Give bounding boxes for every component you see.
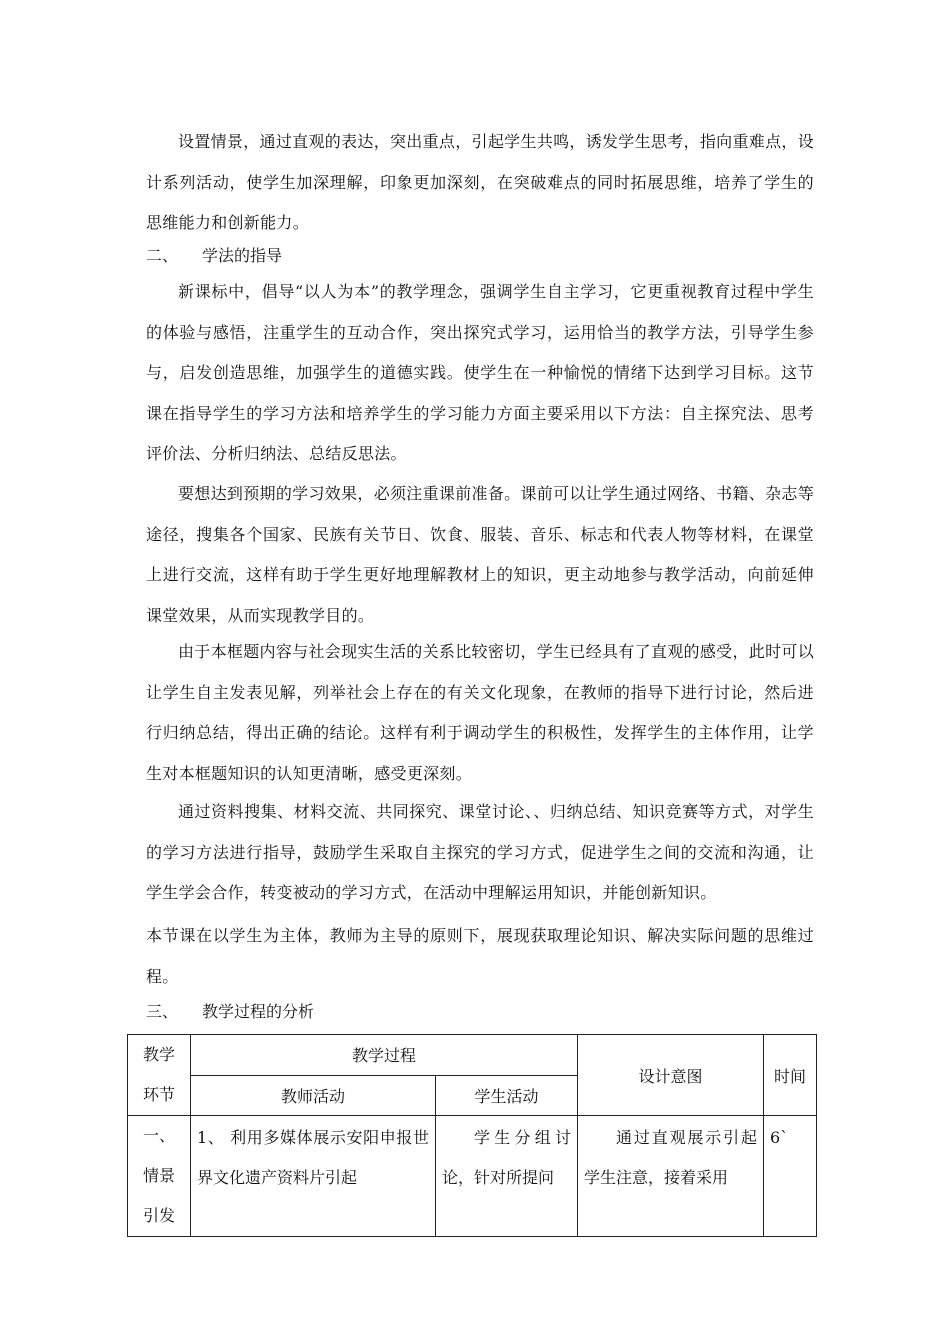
section-number: 三、 <box>146 1002 179 1021</box>
teaching-process-table <box>127 1034 817 1237</box>
section-number: 二、 <box>146 246 179 265</box>
header-time: 时间 <box>764 1035 817 1116</box>
header-design-intent: 设计意图 <box>578 1035 764 1116</box>
cell-time: 6` <box>764 1116 817 1237</box>
paragraph-summary: 本节课在以学生为主体，教师为主导的原则下，展现获取理论知识、解决实际问题的思维过程。 <box>146 926 814 986</box>
paragraph-guidance-methods: 通过资料搜集、材料交流、共同探究、课堂讨论、、归纳总结、知识竞赛等方式，对学生的学习方法进行指导，鼓励学生采取自主探究的学习方式，促进学生之间的交流和沟通，让学生学会合作，转变被动的学习方式，在活动中理解运用知识，并能创新知识。 <box>146 802 814 902</box>
cell-stage: 一、 情景 引发 <box>128 1116 191 1237</box>
section-heading-learning-method <box>146 244 282 268</box>
paragraph-discussion: 由于本框题内容与社会现实生活的关系比较密切，学生已经具有了直观的感受，此时可以让学生自主发表见解，列举社会上存在的有关文化现象，在教师的指导下进行讨论，然后进行归纳总结，得出正确的结论。这样有利于调动学生的积极性，发挥学生的主体作用，让学生对本框题知识的认知更清晰，感受更深刻。 <box>146 642 814 783</box>
header-student-activity: 学生活动 <box>436 1075 578 1116</box>
paragraph-new-curriculum: 新课标中，倡导“以人为本”的教学理念，强调学生自主学习，它更重视教育过程中学生的体验与感悟，注重学生的互动合作，突出探究式学习，运用恰当的教学方法，引导学生参与，启发创造思维，加强学生的道德实践。使学生在一种愉悦的情绪下达到学习目标。这节课在指导学生的学习方法和培养学生的学习能力方面主要采用以下方法：自主探究法、思考评价法、分析归纳法、总结反思法。 <box>146 282 814 463</box>
section-heading-process-analysis <box>146 1000 314 1024</box>
header-teacher-activity: 教师活动 <box>191 1075 436 1116</box>
header-stage: 教学 环节 <box>128 1035 191 1116</box>
cell-student-activity: 学生分组讨论，针对所提问 <box>436 1116 578 1237</box>
cell-design-intent: 通过直观展示引起学生注意，接着采用 <box>578 1116 764 1237</box>
table-row <box>128 1116 817 1237</box>
header-teaching-process: 教学过程 <box>191 1035 578 1076</box>
section-title: 教学过程的分析 <box>202 1002 315 1021</box>
cell-teacher-activity: 1、 利用多媒体展示安阳申报世界文化遗产资料片引起 <box>191 1116 436 1237</box>
table-header-row <box>128 1035 817 1076</box>
section-title: 学法的指导 <box>202 246 283 265</box>
paragraph-preparation: 要想达到预期的学习效果，必须注重课前准备。课前可以让学生通过网络、书籍、杂志等途径，搜集各个国家、民族有关节日、饮食、服装、音乐、标志和代表人物等材料，在课堂上进行交流，这样有助于学生更好地理解教材上的知识，更主动地参与教学活动，向前延伸课堂效果，从而实现教学目的。 <box>146 484 814 625</box>
paragraph-situation-design: 设置情景，通过直观的表达，突出重点，引起学生共鸣，诱发学生思考，指向重难点，设计系列活动，使学生加深理解，印象更加深刻，在突破难点的同时拓展思维，培养了学生的思维能力和创新能力。 <box>146 132 814 232</box>
